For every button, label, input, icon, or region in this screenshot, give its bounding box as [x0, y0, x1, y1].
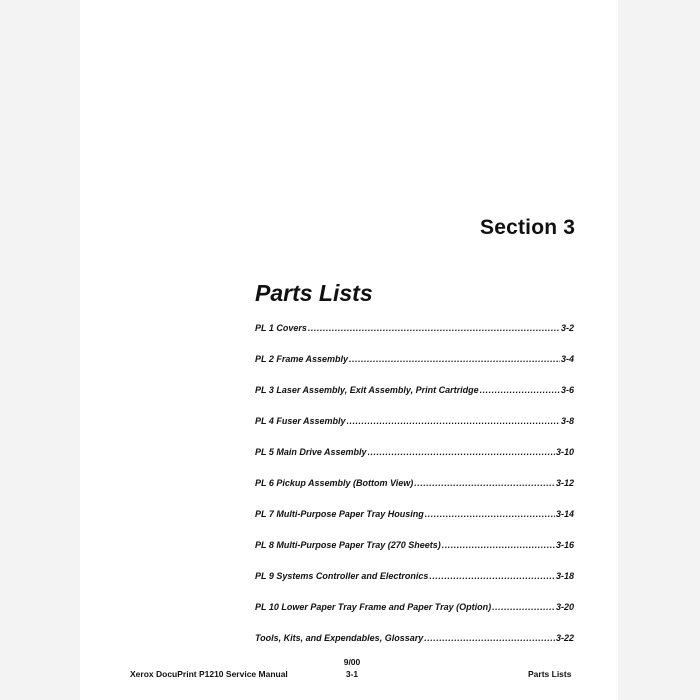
dot-leader [347, 416, 560, 426]
toc-entry[interactable] [255, 602, 574, 612]
toc-entry-label: PL 7 Multi-Purpose Paper Tray Housing [255, 509, 424, 519]
dot-leader [349, 354, 560, 364]
toc-entry[interactable] [255, 385, 574, 395]
dot-leader [424, 633, 555, 643]
toc-title: Parts Lists [255, 280, 373, 306]
toc-entry[interactable] [255, 571, 574, 581]
toc-entry[interactable] [255, 633, 574, 643]
dot-leader [492, 602, 555, 612]
toc-entry[interactable] [255, 416, 574, 426]
toc-entry-page: 3-6 [560, 385, 574, 395]
toc-entry-page: 3-12 [555, 478, 574, 488]
toc-entry-page: 3-10 [555, 447, 574, 457]
toc-entry-page: 3-22 [555, 633, 574, 643]
toc-entry[interactable] [255, 447, 574, 457]
toc-entry-page: 3-18 [555, 571, 574, 581]
dot-leader [429, 571, 555, 581]
toc-entry-page: 3-8 [560, 416, 574, 426]
dot-leader [368, 447, 555, 457]
toc-entry[interactable] [255, 323, 574, 333]
toc-entry[interactable] [255, 509, 574, 519]
dot-leader [442, 540, 555, 550]
toc-entry-page: 3-16 [555, 540, 574, 550]
toc-entry[interactable] [255, 478, 574, 488]
footer-manual-title: Xerox DocuPrint P1210 Service Manual [130, 669, 288, 679]
dot-leader [308, 323, 560, 333]
toc-entry-label: PL 8 Multi-Purpose Paper Tray (270 Sheets) [255, 540, 441, 550]
section-heading: Section 3 [480, 216, 576, 239]
dot-leader [480, 385, 560, 395]
toc-entry-label: PL 10 Lower Paper Tray Frame and Paper Tray (Option) [255, 602, 492, 612]
toc-entry[interactable] [255, 354, 574, 364]
dot-leader [425, 509, 555, 519]
dot-leader [414, 478, 555, 488]
toc-entry-page: 3-14 [555, 509, 574, 519]
toc-entry-page: 3-4 [560, 354, 574, 364]
footer-page-number: 3-1 [345, 669, 359, 679]
toc-entry-label: PL 4 Fuser Assembly [255, 416, 346, 426]
toc-entry-label: PL 1 Covers [255, 323, 307, 333]
toc-entry-page: 3-2 [560, 323, 574, 333]
toc-entry-label: PL 3 Laser Assembly, Exit Assembly, Print Cartridge [255, 385, 479, 395]
toc-entry-label: PL 6 Pickup Assembly (Bottom View) [255, 478, 414, 488]
toc-entry-page: 3-20 [555, 602, 574, 612]
footer-section-name: Parts Lists [528, 669, 572, 679]
toc-entry[interactable] [255, 540, 574, 550]
toc-entry-label: PL 2 Frame Assembly [255, 354, 349, 364]
toc-entry-label: Tools, Kits, and Expendables, Glossary [255, 633, 424, 643]
toc-entry-label: PL 5 Main Drive Assembly [255, 447, 367, 457]
toc-entry-label: PL 9 Systems Controller and Electronics [255, 571, 429, 581]
document-page [80, 0, 618, 700]
footer-date: 9/00 [343, 657, 361, 667]
